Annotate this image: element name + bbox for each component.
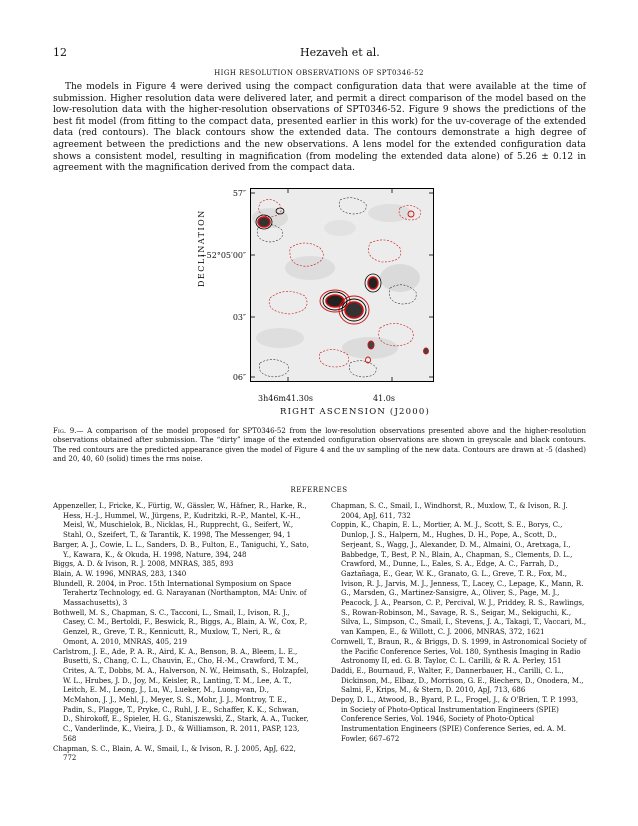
reference-item: Cornwell, T., Braun, R., & Briggs, D. S. 1999, in Astronomical Society of the Pacific Conference Series, Vol. 180, Synthesis Imaging in Radio Astronomy II, ed. G. B. Taylor, C. L. Carilli, & R. A. Perley, 151 <box>331 637 587 666</box>
reference-item: Barger, A. J., Cowie, L. L., Sanders, D. B., Fulton, E., Taniguchi, Y., Sato, Y., Kawara, K., & Okuda, H. 1998, Nature, 394, 248 <box>53 540 309 559</box>
references-right-column <box>331 502 587 745</box>
reference-item: Biggs, A. D. & Ivison, R. J. 2008, MNRAS, 385, 893 <box>53 560 234 569</box>
x-tick-label: 41.0s <box>373 394 395 403</box>
y-axis-title: DECLINATION <box>197 209 206 287</box>
x-tick-label: 3h46m41.30s <box>258 394 314 403</box>
reference-item: Daddi, E., Bournaud, F., Walter, F., Dannerbauer, H., Carilli, C. L., Dickinson, M., Elbaz, D., Morrison, G. E., Riechers, D., Onodera, M., Salmi, F., Krips, M., & Stern, D. 2010, ApJ, 713, 686 <box>331 666 584 695</box>
figure-caption <box>53 427 586 464</box>
references-heading: REFERENCES <box>290 486 348 494</box>
reference-item: Blundell, R. 2004, in Proc. 15th International Symposium on Space Terahertz Technology, ed. G. Narayanan (Northampton, MA: Univ. of Massachusetts), 3 <box>53 579 307 608</box>
reference-item: Chapman, S. C., Smail, I., Windhorst, R., Muxlow, T., & Ivison, R. J. 2004, ApJ, 611, 732 <box>331 502 568 520</box>
caption-text: A comparison of the model proposed for SPT0346-52 from the low-resolution observations presented above and the higher-resolution observations obtained after submission. The “dirty” image of the extended configuration observations are shown in greyscale and black contours. The red contours are the predicted appearance given the model of Figure 4 and the uv sampling of the new data. Contours are drawn at -5 (dashed) and 20, 40, 60 (solid) times the rms noise. <box>53 427 586 463</box>
x-axis-title: RIGHT ASCENSION (J2000) <box>280 407 430 417</box>
running-authors: Hezaveh et al. <box>300 46 380 59</box>
reference-item: Bothwell, M. S., Chapman, S. C., Tacconi, L., Smail, I., Ivison, R. J., Casey, C. M., Bertoldi, F., Beswick, R., Biggs, A., Blain, A. W., Cox, P., Genzel, R., Greve, T. R., Kennicutt, R., Muxlow, T., Neri, R., & Omont, A. 2010, MNRAS, 405, 219 <box>53 608 308 646</box>
y-tick-label: 57″ <box>232 189 246 198</box>
reference-item: Chapman, S. C., Blain, A. W., Smail, I., & Ivison, R. J. 2005, ApJ, 622, 772 <box>53 744 296 763</box>
reference-item: Carlstrom, J. E., Ade, P. A. R., Aird, K. A., Benson, B. A., Bleem, L. E., Busetti, S., Chang, C. L., Chauvin, E., Cho, H.-M., Crawford, T. M., Crites, A. T., Dobbs, M. A., Halverson, N. W., Heimsath, S., Holzapfel, W. L., Hrubes, J. D., Joy, M., Keisler, R., Lanting, T. M., Lee, A. T., Leitch, E. M., Leong, J., Lu, W., Lueker, M., Luong-van, D., McMahon, J. J., Mehl, J., Meyer, S. S., Mohr, J. J., Montroy, T. E., Padin, S., Plagge, T., Pryke, C., Ruhl, J. E., Schaffer, K. K., Schwan, D., Shirokoff, E., Spieler, H. G., Staniszewski, Z., Stark, A. A., Tucker, C., Vanderlinde, K., Vieira, J. D., & Williamson, R. 2011, PASP, 123, 568 <box>53 647 309 743</box>
page-number: 12 <box>53 46 67 59</box>
reference-item: Appenzeller, I., Fricke, K., Fürtig, W., Gässler, W., Häfner, R., Harke, R., Hess, H.-J., Hummel, W., Jürgens, P., Kudritzki, R.-P., Mantel, K.-H., Meisl, W., Muschielok, B., Nicklas, H., Rupprecht, G., Seifert, W., Stahl, O., Szeifert, T., & Tarantik, K. 1998, The Messenger, 94, 1 <box>53 502 307 540</box>
y-tick-label: 03″ <box>232 313 246 322</box>
y-tick-label: −52°05′00″ <box>199 251 246 260</box>
body-paragraph: The models in Figure 4 were derived using the compact configuration data that were available at the time of submission. Higher resolution data were delivered later, and permit a direct comparison of the model based on the low-resolution data with the higher-resolution observations of SPT0346-52. Figure 9 shows the predictions of the best fit model (from fitting to the compact data, presented earlier in this work) for the uv-coverage of the extended data (red contours). The black contours show the extended data. The contours demonstrate a high degree of agreement between the predictions and the new observations. A lens model for the extended configuration data shows a consistent model, resulting in magnification (from modeling the extended data alone) of 5.26 ± 0.12 in agreement with the magnification derived from the compact data. <box>53 82 586 174</box>
running-title: HIGH RESOLUTION OBSERVATIONS OF SPT0346-52 <box>214 69 424 77</box>
contour-image <box>250 188 434 382</box>
body-text <box>53 82 586 175</box>
reference-item: Blain, A. W. 1996, MNRAS, 283, 1340 <box>53 569 187 578</box>
reference-item: Coppin, K., Chapin, E. L., Mortier, A. M. J., Scott, S. E., Borys, C., Dunlop, J. S., Halpern, M., Hughes, D. H., Pope, A., Scott, D., Serjeant, S., Wagg, J., Alexander, D. M., Almaini, O., Aretxaga, I., Babbedge, T., Best, P. N., Blain, A., Chapman, S., Clements, D. L., Crawford, M., Dunne, L., Eales, S. A., Edge, A. C., Farrah, D., Gaztañaga, E., Gear, W. K., Granato, G. L., Greve, T. R., Fox, M., Ivison, R. J., Jarvis, M. J., Jenness, T., Lacey, C., Lepage, K., Mann, R. G., Marsden, G., Martinez-Sansigre, A., Oliver, S., Page, M. J., Peacock, J. A., Pearson, C. P., Percival, W. J., Priddey, R. S., Rawlings, S., Rowan-Robinson, M., Savage, R. S., Seigar, M., Sekiguchi, K., Silva, L., Simpson, C., Smail, I., Stevens, J. A., Takagi, T., Vaccari, M., van Kampen, E., & Willott, C. J. 2006, MNRAS, 372, 1621 <box>331 521 587 637</box>
y-tick-label: 06″ <box>232 373 246 382</box>
caption-label: Fig. 9.— <box>53 427 84 435</box>
reference-item: Depoy, D. L., Atwood, B., Byard, P. L., Frogel, J., & O'Brien, T. P. 1993, in Society of Photo-Optical Instrumentation Engineers (SPIE) Conference Series, Vol. 1946, Society of Photo-Optical Instrumentation Engineers (SPIE) Conference Series, ed. A. M. Fowler, 667–672 <box>331 696 579 743</box>
references-left-column <box>53 502 309 764</box>
